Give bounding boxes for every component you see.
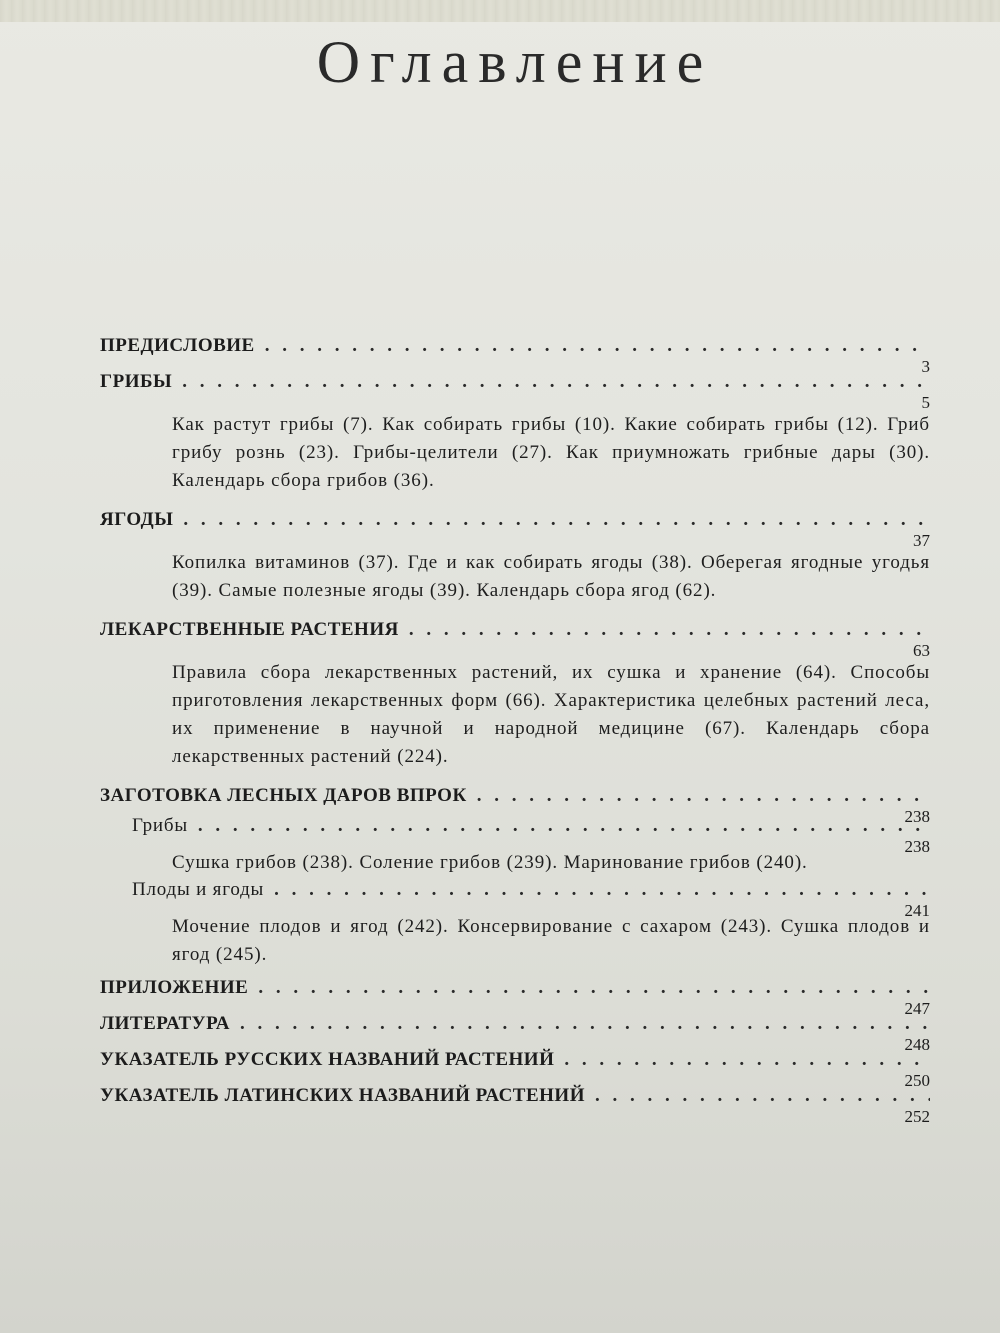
table-of-contents bbox=[100, 335, 930, 1126]
toc-page-number: 248 bbox=[904, 1035, 930, 1054]
toc-entry-label: ЯГОДЫ bbox=[100, 509, 174, 530]
toc-entry-label: УКАЗАТЕЛЬ ЛАТИНСКИХ НАЗВАНИЙ РАСТЕНИЙ bbox=[100, 1085, 585, 1106]
leader-dots bbox=[172, 371, 930, 393]
toc-page-number: 3 bbox=[921, 357, 930, 376]
toc-entry-mushrooms[interactable] bbox=[100, 371, 930, 412]
toc-subentry-description: Мочение плодов и ягод (242). Консервирование с сахаром (243). Сушка плодов и ягод (245). bbox=[172, 916, 930, 965]
toc-page-number: 63 bbox=[913, 641, 930, 660]
toc-page-number: 238 bbox=[904, 837, 930, 856]
toc-entry-preface[interactable] bbox=[100, 335, 930, 376]
toc-entry-label: ПРЕДИСЛОВИЕ bbox=[100, 335, 255, 356]
toc-page-number: 5 bbox=[921, 393, 930, 412]
toc-subentry-description: Сушка грибов (238). Соление грибов (239). Маринование грибов (240). bbox=[172, 852, 808, 873]
toc-page-number: 250 bbox=[904, 1071, 930, 1090]
page-stack-edge bbox=[0, 0, 1000, 22]
toc-entry-index-latin[interactable] bbox=[100, 1085, 930, 1126]
leader-dots bbox=[188, 815, 930, 837]
toc-subentry-fruits[interactable] bbox=[100, 879, 930, 920]
toc-page-number: 241 bbox=[904, 901, 930, 920]
page-title: Оглавление bbox=[316, 29, 714, 95]
toc-entry-medicinal[interactable] bbox=[100, 619, 930, 660]
toc-subentry-mushrooms[interactable] bbox=[100, 815, 930, 856]
toc-entry-description: Как растут грибы (7). Как собирать грибы (10). Какие собирать грибы (12). Гриб грибу рознь (23). Грибы-целители (27). Как приумножать грибные дары (30). Календарь сбора грибов (36). bbox=[172, 414, 930, 491]
toc-subentry-label: Плоды и ягоды bbox=[132, 879, 265, 900]
toc-page-number: 37 bbox=[913, 531, 930, 550]
leader-dots bbox=[467, 785, 930, 807]
leader-dots bbox=[248, 977, 930, 999]
toc-subentry-label: Грибы bbox=[132, 815, 188, 836]
leader-dots bbox=[585, 1085, 930, 1107]
leader-dots bbox=[554, 1049, 930, 1071]
toc-entry-berries[interactable] bbox=[100, 509, 930, 550]
toc-entry-label: ГРИБЫ bbox=[100, 371, 173, 392]
leader-dots bbox=[399, 619, 930, 641]
toc-entry-description: Копилка витаминов (37). Где и как собирать ягоды (38). Оберегая ягодные угодья (39). Самые полезные ягоды (39). Календарь сбора ягод (62). bbox=[172, 552, 930, 601]
toc-entry-label: ПРИЛОЖЕНИЕ bbox=[100, 977, 249, 998]
toc-entry-label: ЛЕКАРСТВЕННЫЕ РАСТЕНИЯ bbox=[100, 619, 399, 640]
leader-dots bbox=[264, 879, 930, 901]
toc-entry-label: ЛИТЕРАТУРА bbox=[100, 1013, 231, 1034]
toc-page-number: 247 bbox=[904, 999, 930, 1018]
toc-entry-appendix[interactable] bbox=[100, 977, 930, 1018]
toc-entry-label: УКАЗАТЕЛЬ РУССКИХ НАЗВАНИЙ РАСТЕНИЙ bbox=[100, 1049, 555, 1070]
leader-dots bbox=[230, 1013, 930, 1035]
leader-dots bbox=[255, 335, 930, 357]
toc-entry-index-russian[interactable] bbox=[100, 1049, 930, 1090]
leader-dots bbox=[173, 509, 930, 531]
toc-page-number: 238 bbox=[904, 807, 930, 826]
toc-entry-description: Правила сбора лекарственных растений, их сушка и хранение (64). Способы приготовления лекарственных форм (66). Характеристика целебных растений леса, их применение в научной и народной медицине (67). Календарь сбора лекарственных растений (224). bbox=[172, 662, 930, 767]
toc-entry-label: ЗАГОТОВКА ЛЕСНЫХ ДАРОВ ВПРОК bbox=[100, 785, 467, 806]
toc-entry-literature[interactable] bbox=[100, 1013, 930, 1054]
toc-page-number: 252 bbox=[904, 1107, 930, 1126]
